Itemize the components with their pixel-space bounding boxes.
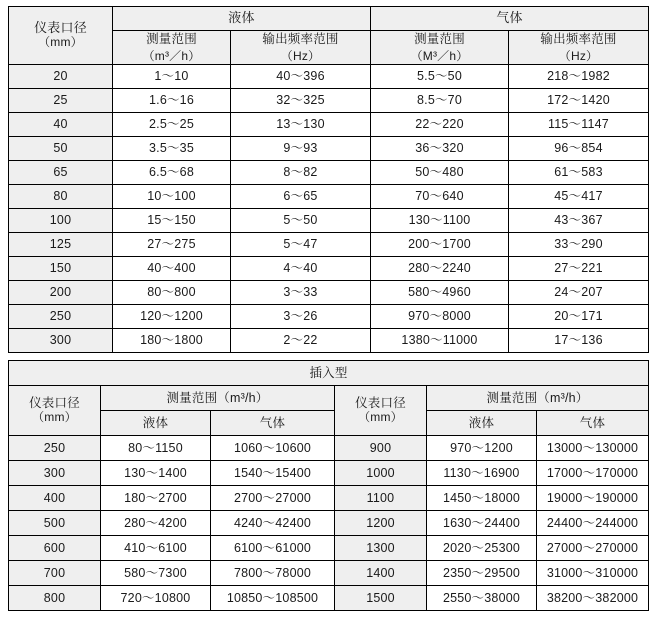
cell-liquid-range: 40～400	[113, 257, 231, 281]
cell-liquid-freq: 32～325	[231, 89, 371, 113]
header-liquid-freq	[231, 31, 371, 65]
cell-gas-range: 130～1100	[371, 209, 509, 233]
cell-diameter-right: 1500	[335, 586, 427, 611]
cell-left-liquid: 280～4200	[101, 511, 211, 536]
cell-right-liquid: 1450～18000	[427, 486, 537, 511]
cell-left-gas: 10850～108500	[211, 586, 335, 611]
cell-diameter: 150	[9, 257, 113, 281]
cell-diameter-right: 1100	[335, 486, 427, 511]
table-row	[9, 536, 649, 561]
cell-right-liquid: 2020～25300	[427, 536, 537, 561]
cell-diameter: 125	[9, 233, 113, 257]
flow-range-table-insertion	[8, 360, 649, 611]
cell-diameter-left: 250	[9, 436, 101, 461]
table-row	[9, 209, 649, 233]
cell-gas-freq: 172～1420	[509, 89, 649, 113]
table-row	[9, 161, 649, 185]
cell-diameter-right: 1000	[335, 461, 427, 486]
header-liquid: 液体	[113, 7, 371, 31]
cell-gas-range: 580～4960	[371, 281, 509, 305]
cell-left-liquid: 580～7300	[101, 561, 211, 586]
cell-gas-freq: 96～854	[509, 137, 649, 161]
header-right-gas: 气体	[537, 411, 649, 436]
cell-gas-freq: 24～207	[509, 281, 649, 305]
cell-right-gas: 27000～270000	[537, 536, 649, 561]
table-row	[9, 281, 649, 305]
header-gas-range-label: 测量范围	[414, 32, 465, 46]
cell-gas-freq: 17～136	[509, 329, 649, 353]
cell-liquid-freq: 3～26	[231, 305, 371, 329]
header-range-left: 测量范围（m³/h）	[101, 386, 335, 411]
cell-diameter-left: 800	[9, 586, 101, 611]
cell-liquid-freq: 3～33	[231, 281, 371, 305]
cell-liquid-range: 1.6～16	[113, 89, 231, 113]
cell-gas-range: 5.5～50	[371, 65, 509, 89]
flow-range-table-flanged	[8, 6, 649, 353]
cell-liquid-freq: 6～65	[231, 185, 371, 209]
cell-diameter: 20	[9, 65, 113, 89]
header-diameter-right	[335, 386, 427, 436]
cell-liquid-range: 6.5～68	[113, 161, 231, 185]
header-diameter-left-label: 仪表口径	[29, 396, 80, 411]
cell-left-gas: 4240～42400	[211, 511, 335, 536]
header-left-liquid: 液体	[101, 411, 211, 436]
cell-diameter: 300	[9, 329, 113, 353]
header-diameter	[9, 7, 113, 65]
cell-gas-range: 70～640	[371, 185, 509, 209]
cell-gas-range: 1380～11000	[371, 329, 509, 353]
section-title-insertion: 插入型	[9, 361, 649, 386]
table-row	[9, 329, 649, 353]
cell-gas-range: 50～480	[371, 161, 509, 185]
header-gas-freq-label: 输出频率范围	[540, 32, 617, 46]
header-gas-range-unit: （M³／h）	[410, 48, 469, 63]
cell-left-liquid: 80～1150	[101, 436, 211, 461]
header-left-gas: 气体	[211, 411, 335, 436]
cell-right-gas: 31000～310000	[537, 561, 649, 586]
cell-left-liquid: 410～6100	[101, 536, 211, 561]
header-diameter-left	[9, 386, 101, 436]
table-row	[9, 561, 649, 586]
cell-right-gas: 17000～170000	[537, 461, 649, 486]
cell-liquid-range: 80～800	[113, 281, 231, 305]
header-diameter-label: 仪表口径	[34, 20, 87, 36]
table-row	[9, 233, 649, 257]
table-row	[9, 257, 649, 281]
cell-left-liquid: 130～1400	[101, 461, 211, 486]
header-liquid-range-label: 测量范围	[146, 32, 197, 46]
cell-liquid-range: 2.5～25	[113, 113, 231, 137]
cell-left-gas: 1540～15400	[211, 461, 335, 486]
cell-right-liquid: 970～1200	[427, 436, 537, 461]
cell-gas-freq: 61～583	[509, 161, 649, 185]
cell-liquid-freq: 5～47	[231, 233, 371, 257]
cell-right-gas: 13000～130000	[537, 436, 649, 461]
table-row	[9, 461, 649, 486]
cell-left-liquid: 180～2700	[101, 486, 211, 511]
cell-liquid-freq: 40～396	[231, 65, 371, 89]
header-liquid-range-unit: （m³／h）	[142, 48, 201, 63]
header-diameter-right-label: 仪表口径	[355, 396, 406, 411]
cell-right-gas: 19000～190000	[537, 486, 649, 511]
cell-diameter-left: 500	[9, 511, 101, 536]
header-liquid-freq-unit: （Hz）	[280, 48, 321, 63]
table-row	[9, 511, 649, 536]
cell-liquid-range: 10～100	[113, 185, 231, 209]
cell-diameter: 80	[9, 185, 113, 209]
header-gas-range	[371, 31, 509, 65]
cell-diameter: 100	[9, 209, 113, 233]
cell-left-gas: 1060～10600	[211, 436, 335, 461]
cell-diameter: 40	[9, 113, 113, 137]
cell-gas-freq: 43～367	[509, 209, 649, 233]
cell-gas-range: 8.5～70	[371, 89, 509, 113]
header-liquid-freq-label: 输出频率范围	[262, 32, 339, 46]
cell-diameter-left: 700	[9, 561, 101, 586]
cell-right-gas: 24400～244000	[537, 511, 649, 536]
cell-diameter-left: 300	[9, 461, 101, 486]
cell-right-liquid: 1130～16900	[427, 461, 537, 486]
table-row	[9, 436, 649, 461]
cell-left-gas: 6100～61000	[211, 536, 335, 561]
cell-liquid-freq: 2～22	[231, 329, 371, 353]
cell-diameter-right: 1400	[335, 561, 427, 586]
cell-gas-freq: 33～290	[509, 233, 649, 257]
cell-right-gas: 38200～382000	[537, 586, 649, 611]
cell-liquid-freq: 8～82	[231, 161, 371, 185]
header-diameter-right-unit: （mm）	[358, 409, 403, 424]
header-range-right: 测量范围（m³/h）	[427, 386, 649, 411]
cell-liquid-freq: 13～130	[231, 113, 371, 137]
cell-gas-freq: 218～1982	[509, 65, 649, 89]
cell-diameter: 200	[9, 281, 113, 305]
header-diameter-left-unit: （mm）	[32, 409, 77, 424]
cell-liquid-range: 1～10	[113, 65, 231, 89]
cell-diameter: 65	[9, 161, 113, 185]
table-row	[9, 65, 649, 89]
cell-liquid-freq: 9～93	[231, 137, 371, 161]
cell-gas-range: 36～320	[371, 137, 509, 161]
cell-diameter: 25	[9, 89, 113, 113]
cell-gas-range: 280～2240	[371, 257, 509, 281]
cell-diameter: 50	[9, 137, 113, 161]
cell-liquid-freq: 4～40	[231, 257, 371, 281]
table-row	[9, 586, 649, 611]
table-gap	[8, 353, 648, 360]
cell-gas-freq: 45～417	[509, 185, 649, 209]
header-gas-freq	[509, 31, 649, 65]
table-row	[9, 113, 649, 137]
cell-diameter: 250	[9, 305, 113, 329]
cell-left-gas: 7800～78000	[211, 561, 335, 586]
cell-diameter-left: 600	[9, 536, 101, 561]
cell-liquid-range: 15～150	[113, 209, 231, 233]
cell-gas-range: 200～1700	[371, 233, 509, 257]
cell-gas-freq: 20～171	[509, 305, 649, 329]
table-row	[9, 305, 649, 329]
cell-diameter-right: 900	[335, 436, 427, 461]
cell-right-liquid: 2350～29500	[427, 561, 537, 586]
header-gas-freq-unit: （Hz）	[558, 48, 599, 63]
cell-left-liquid: 720～10800	[101, 586, 211, 611]
cell-right-liquid: 1630～24400	[427, 511, 537, 536]
header-right-liquid: 液体	[427, 411, 537, 436]
table-row	[9, 137, 649, 161]
table-row	[9, 89, 649, 113]
table-row	[9, 486, 649, 511]
cell-liquid-range: 3.5～35	[113, 137, 231, 161]
cell-gas-freq: 115～1147	[509, 113, 649, 137]
cell-liquid-range: 27～275	[113, 233, 231, 257]
header-liquid-range	[113, 31, 231, 65]
cell-right-liquid: 2550～38000	[427, 586, 537, 611]
table-row	[9, 185, 649, 209]
cell-gas-range: 22～220	[371, 113, 509, 137]
cell-liquid-freq: 5～50	[231, 209, 371, 233]
cell-left-gas: 2700～27000	[211, 486, 335, 511]
cell-diameter-right: 1300	[335, 536, 427, 561]
cell-diameter-left: 400	[9, 486, 101, 511]
cell-liquid-range: 180～1800	[113, 329, 231, 353]
header-gas: 气体	[371, 7, 649, 31]
header-diameter-unit: （mm）	[38, 35, 83, 50]
cell-liquid-range: 120～1200	[113, 305, 231, 329]
cell-gas-freq: 27～221	[509, 257, 649, 281]
cell-diameter-right: 1200	[335, 511, 427, 536]
cell-gas-range: 970～8000	[371, 305, 509, 329]
